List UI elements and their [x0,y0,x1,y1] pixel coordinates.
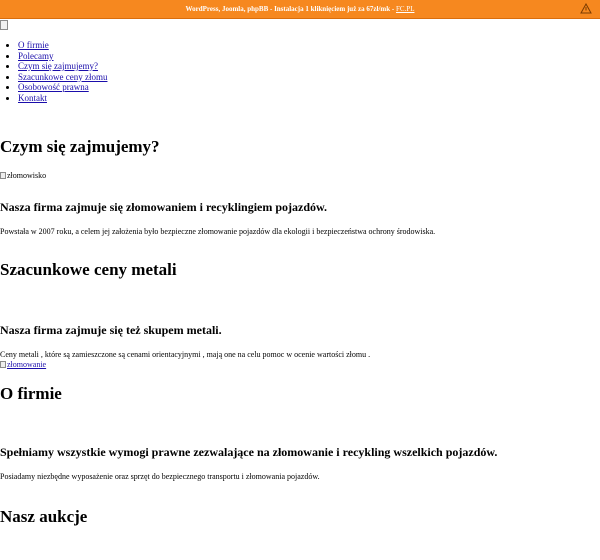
section-subheading: Nasza firma zajmuje się złomowaniem i recyklingiem pojazdów. [0,200,328,214]
nav-item [18,61,107,72]
section-heading-ceny-metali: Szacunkowe ceny metali [0,260,177,279]
nav-link-czym-sie-zajmujemy[interactable]: Czym się zajmujemy? [18,61,98,71]
nav-item [18,93,107,104]
promo-text: WordPress, Joomla, phpBB - Instalacja 1 kliknięciem już za 67zł/mk - [185,5,396,13]
logo-broken-image-icon [0,20,8,30]
close-triangle-icon[interactable] [580,3,592,15]
promo-bar [0,0,600,19]
section-text: Posiadamy niezbędne wyposażenie oraz sprzęt do bezpiecznego transportu i złomowania pojazdów. [0,472,320,481]
nav-link-o-firmie[interactable]: O firmie [18,40,49,50]
main-nav [0,40,107,103]
nav-link-polecamy[interactable]: Polecamy [18,50,54,61]
nav-item [18,51,107,62]
nav-link-ceny-zlomu[interactable]: Szacunkowe ceny złomu [18,71,108,82]
section-heading-czym-sie-zajmujemy: Czym się zajmujemy? [0,137,160,156]
nav-link-kontakt[interactable]: Kontakt [18,92,47,103]
section-subheading: Spełniamy wszystkie wymogi prawne zezwalające na złomowanie i recykling wszelkich pojazdów. [0,445,498,459]
nav-item [18,72,107,83]
image-zlomowisko: złomowisko [0,171,46,180]
broken-image-icon [0,172,6,179]
section-text: Powstała w 2007 roku, a celem jej założenia było bezpieczne złomowanie pojazdów dla ekologii i bezpieczeństwa ochrony środowiska. [0,227,436,236]
section-text: Ceny metali , które są zamieszczone są cenami orientacyjnymi , mają one na celu pomoc w ocenie wartości złomu . [0,350,371,359]
nav-item [18,82,107,93]
nav-link-osobowosc-prawna[interactable]: Osobowość prawna [18,82,89,92]
section-heading-o-firmie: O firmie [0,384,62,403]
broken-image-icon [0,361,6,368]
image-zlomowanie-link[interactable]: złomowanie [0,360,46,369]
promo-link[interactable]: FC.PL [395,5,415,13]
nav-item [18,40,107,51]
section-heading-nasz-aukcje: Nasz aukcje [0,507,88,526]
section-subheading: Nasza firma zajmuje się też skupem metali. [0,323,222,337]
